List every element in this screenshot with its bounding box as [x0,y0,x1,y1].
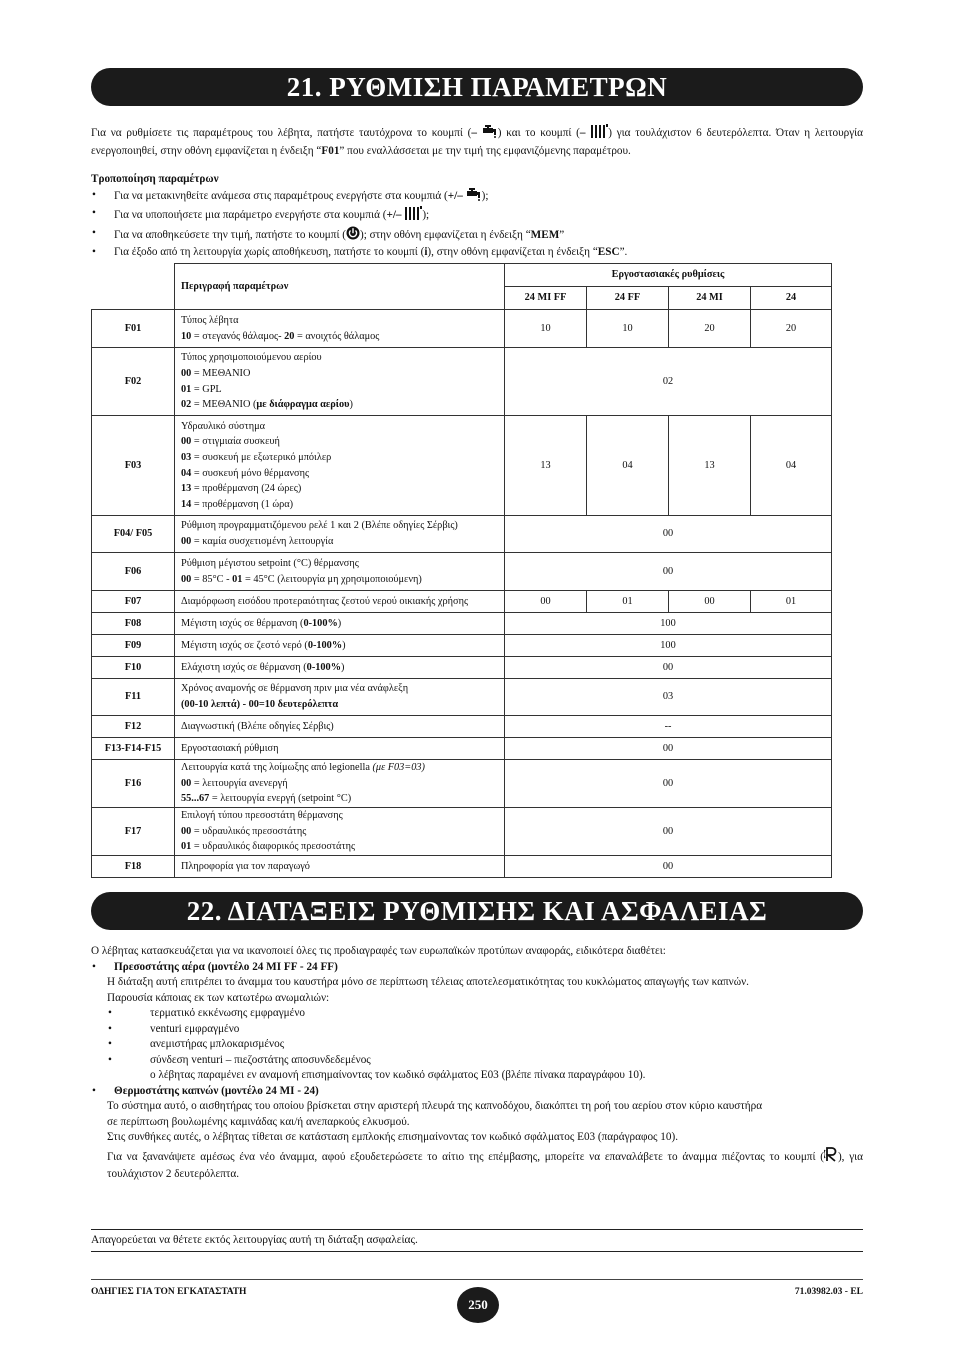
param-code: F16 [92,760,175,808]
factory-value: 100 [505,635,832,657]
factory-value: 02 [505,348,832,416]
param-description: Πληροφορία για τον παραγωγό [175,856,505,878]
param-description: Επιλογή τύπου πρεσοστάτη θέρμανσης 00 = υδραυλικός πρεσοστάτης 01 = υδραυλικός διαφορικός πρεσοστάτης [175,808,505,856]
section-22-body [91,944,863,1183]
factory-value: 00 [669,591,751,613]
radiator-icon [404,206,422,226]
factory-value: 13 [669,416,751,516]
param-code: F03 [92,416,175,516]
param-code: F06 [92,553,175,591]
param-description: Διαμόρφωση εισόδου προτεραιότητας ζεστού νερού οικιακής χρήσης [175,591,505,613]
tap-icon [482,125,498,144]
table-row [92,716,832,738]
table-row [92,348,832,416]
footer-divider [91,1279,863,1280]
header-model: 24 MI [669,287,751,310]
param-code: F13-F14-F15 [92,738,175,760]
factory-value: 100 [505,613,832,635]
bullet-navigate: • Για να μετακινηθείτε ανάμεσα στις παραμέτρους ενεργήστε στα κουμπιά (+/– ); [91,188,863,207]
header-factory: Εργοστασιακές ρυθμίσεις [505,264,832,287]
safety-warning: Απαγορεύεται να θέτετε εκτός λειτουργίας αυτή τη διάταξη ασφαλείας. [91,1229,863,1252]
section-21-intro: Για να ρυθμίσετε τις παραμέτρους του λέβητα, πατήστε ταυτόχρονα το κουμπί (– ) και το κουμπί (– ) για τουλάχιστον 6 δευτερόλεπτα. Όταν η λειτουργία ενεργοποιηθεί, στην οθόνη εμφανίζεται η ένδειξη “F01” που εναλλάσσεται με την τιμή της εμφανιζόμενης παραμέτρου. [91,124,863,159]
param-description: Μέγιστη ισχύς σε θέρμανση (0-100%) [175,613,505,635]
table-row [92,635,832,657]
section-22-title: 22. ΔΙΑΤΑΞΕΙΣ ΡΥΘΜΙΣΗΣ ΚΑΙ ΑΣΦΑΛΕΙΑΣ [91,892,863,930]
parameters-table [91,263,832,878]
param-code: F09 [92,635,175,657]
factory-value: 00 [505,553,832,591]
anomaly-item: • σύνδεση venturi – πιεζοστάτης αποσυνδεδεμένος [107,1053,863,1069]
table-row [92,591,832,613]
header-description: Περιγραφή παραμέτρων [175,264,505,310]
anomaly-item: • τερματικό εκκένωσης εμφραγμένο [107,1006,863,1022]
factory-value: 03 [505,679,832,716]
header-model: 24 MI FF [505,287,587,310]
header-model: 24 FF [587,287,669,310]
param-code: F08 [92,613,175,635]
param-code: F07 [92,591,175,613]
table-row [92,516,832,553]
factory-value: 10 [587,310,669,348]
table-row [92,808,832,856]
table-row [92,310,832,348]
factory-value: 00 [505,591,587,613]
modify-parameters: Τροποποίηση παραμέτρων • Για να μετακινηθείτε ανάμεσα στις παραμέτρους ενεργήστε στα κουμπιά (+/– ); • Για να υποποιήσετε μια παράμετρο ενεργήστε στα κουμπιά (+/– ); • Για να αποθηκεύσετε την τιμή, πατήστε το κουμπί ( ); στην οθόνη εμφανίζεται η ένδειξη “MEM” • Για έξοδο από τη λειτουργία χωρίς αποθήκευση, πατήστε το κουμπί (i), στην οθόνη εμφανίζεται η ένδειξη “ESC”. [91,172,863,261]
factory-value: 10 [505,310,587,348]
param-description: Εργοστασιακή ρύθμιση [175,738,505,760]
factory-value: 20 [669,310,751,348]
param-description: Τύπος χρησιμοποιούμενου αερίου 00 = ΜΕΘΑΝΙΟ 01 = GPL 02 = ΜΕΘΑΝΙΟ (με διάφραγμα αερίου) [175,348,505,416]
flue-thermostat: • Θερμοστάτης καπνών (μοντέλο 24 MI - 24) Το σύστημα αυτό, ο αισθητήρας του οποίου βρίσκεται στην αριστερή πλευρά της καπνοδόχου, διακόπτει τη ροή του αερίου στον κύριο καυστήρα σε περίπτωση βουλωμένης καμινάδας και/ή ανεπαρκούς ελκυσμού. Στις συνθήκες αυτές, ο λέβητας τίθεται σε κατάσταση εμπλοκής επισημαίνοντας τον κωδικό σφάλματος E03 (παράγραφος 10). Για να ξανανάψετε αμέσως ένα νέο άναμμα, αφού εξουδετερώσετε το αίτιο της επέμβασης, μπορείτε να επαναλάβετε το άναμμα πιέζοντας το κουμπί ( ), για τουλάχιστον 2 δευτερόλεπτα. [91,1084,863,1183]
param-description: Διαγνωστική (Βλέπε οδηγίες Σέρβις) [175,716,505,738]
page-number: 250 [457,1287,499,1323]
table-row [92,416,832,516]
param-description: Ρύθμιση προγραμματιζόμενου ρελέ 1 και 2 (Βλέπε οδηγίες Σέρβις) 00 = καμία συσχετισμένη λειτουργία [175,516,505,553]
footer-left-text: ΟΔΗΓΙΕΣ ΓΙΑ ΤΟΝ ΕΓΚΑΤΑΣΤΑΤΗ [91,1287,247,1297]
reset-icon [824,1146,838,1168]
factory-value: 00 [505,808,832,856]
param-description: Μέγιστη ισχύς σε ζεστό νερό (0-100%) [175,635,505,657]
table-row [92,856,832,878]
factory-value: 00 [505,760,832,808]
param-code: F12 [92,716,175,738]
factory-value: 13 [505,416,587,516]
air-pressure-switch: • Πρεσοστάτης αέρα (μοντέλο 24 MI FF - 24 FF) Η διάταξη αυτή επιτρέπει το άναμμα του καυστήρα μόνο σε περίπτωση τέλειας αποτελεσματικότητας του κυκλώματος απαγωγής των καπνών. Παρουσία κάποιας εκ των κατωτέρω ανωμαλιών: • τερματικό εκκένωσης εμφραγμένο • venturi εμφραγμένο • ανεμιστήρας μπλοκαρισμένος • σύνδεση venturi – πιεζοστάτης αποσυνδεδεμένος ο λέβητας παραμένει εν αναμονή επισημαίνοντας τον κωδικό σφάλματος E03 (βλέπε πίνακα παραγράφου 10). [91,960,863,1084]
factory-value: 00 [505,856,832,878]
table-row [92,738,832,760]
section-22-intro: Ο λέβητας κατασκευάζεται για να ικανοποιεί όλες τις προδιαγραφές των ευρωπαϊκών προτύπων αναφοράς, ειδικότερα διαθέτει: [91,945,666,957]
param-code: F01 [92,310,175,348]
table-row [92,679,832,716]
header-model: 24 [751,287,832,310]
factory-value: -- [505,716,832,738]
table-row [92,760,832,808]
table-row [92,613,832,635]
param-description: Χρόνος αναμονής σε θέρμανση πριν μια νέα ανάφλεξη (00-10 λεπτά) - 00=10 δευτερόλεπτα [175,679,505,716]
factory-value: 04 [587,416,669,516]
factory-value: 00 [505,738,832,760]
param-description: Ελάχιστη ισχύς σε θέρμανση (0-100%) [175,657,505,679]
param-code: F11 [92,679,175,716]
factory-value: 01 [751,591,832,613]
bullet-modify: • Για να υποποιήσετε μια παράμετρο ενεργήστε στα κουμπιά (+/– ); [91,206,863,226]
section-21-title: 21. ΡΥΘΜΙΣΗ ΠΑΡΑΜΕΤΡΩΝ [91,68,863,106]
param-code: F10 [92,657,175,679]
factory-value: 00 [505,657,832,679]
anomaly-item: • venturi εμφραγμένο [107,1022,863,1038]
param-code: F17 [92,808,175,856]
factory-value: 20 [751,310,832,348]
anomaly-item: • ανεμιστήρας μπλοκαρισμένος [107,1037,863,1053]
bullet-exit: • Για έξοδο από τη λειτουργία χωρίς αποθήκευση, πατήστε το κουμπί (i), στην οθόνη εμφανίζεται η ένδειξη “ESC”. [91,245,863,261]
factory-value: 04 [751,416,832,516]
param-code: F02 [92,348,175,416]
param-description: Υδραυλικό σύστημα 00 = στιγμιαία συσκευή 03 = συσκευή με εξωτερικό μπόιλερ 04 = συσκευή μόνο θέρμανσης 13 = προθέρμανση (24 ώρες) 14 = προθέρμανση (1 ώρα) [175,416,505,516]
power-icon [346,226,360,246]
tap-icon [466,188,482,207]
param-code: F04/ F05 [92,516,175,553]
factory-value: 01 [587,591,669,613]
param-description: Ρύθμιση μέγιστου setpoint (°C) θέρμανσης 00 = 85°C - 01 = 45°C (λειτουργία μη χρησιμοποιούμενη) [175,553,505,591]
param-description: Τύπος λέβητα 10 = στεγανός θάλαμος- 20 = ανοιχτός θάλαμος [175,310,505,348]
param-code: F18 [92,856,175,878]
table-row [92,657,832,679]
radiator-icon [590,124,608,144]
table-row [92,553,832,591]
factory-value: 00 [505,516,832,553]
footer-doc-code: 71.03982.03 - EL [794,1287,863,1297]
param-description: Λειτουργία κατά της λοίμωξης από legionella (με F03=03) 00 = λειτουργία ανενεργή 55...67 = λειτουργία ενεργή (setpoint °C) [175,760,505,808]
bullet-save: • Για να αποθηκεύσετε την τιμή, πατήστε το κουμπί ( ); στην οθόνη εμφανίζεται η ένδειξη “MEM” [91,226,863,246]
table-corner [92,264,175,310]
